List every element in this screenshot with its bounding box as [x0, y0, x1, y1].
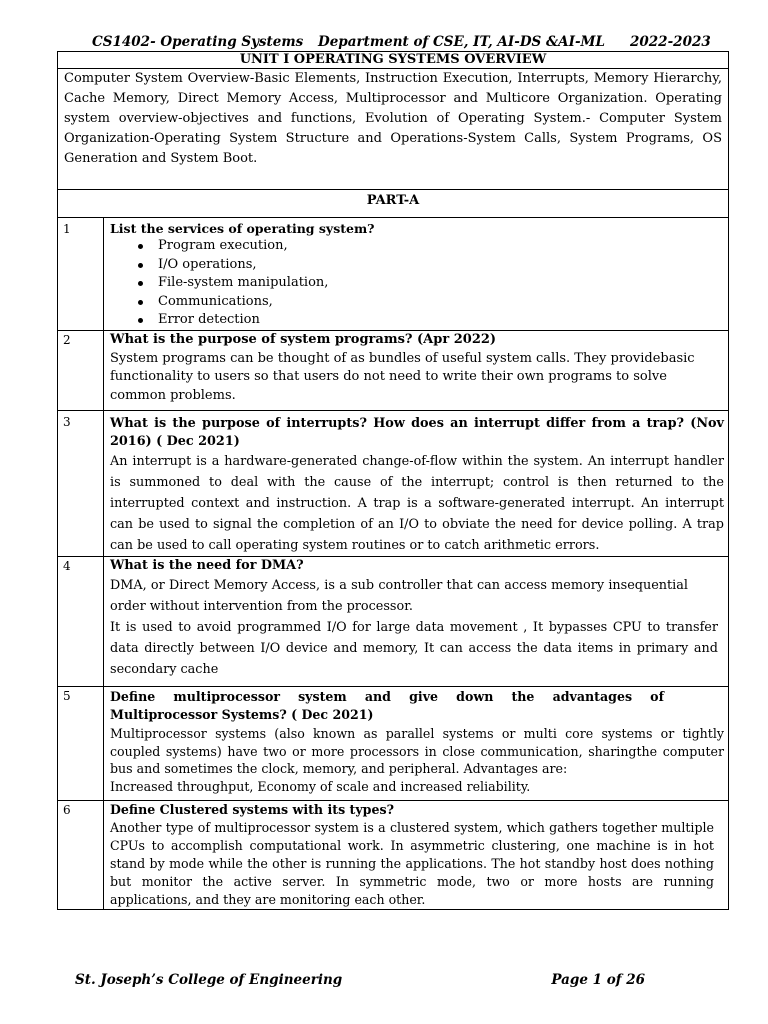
page-number: Page 1 of 26	[551, 972, 645, 988]
question-text: What is the purpose of system programs? (Apr 2022)	[110, 332, 497, 347]
unit-title: UNIT I OPERATING SYSTEMS OVERVIEW	[58, 52, 729, 69]
question-cell	[104, 801, 729, 910]
question-number: 5	[58, 687, 104, 801]
question-text: List the services of operating system?	[110, 221, 375, 236]
question-number: 3	[58, 411, 104, 557]
list-item: Program execution,	[158, 237, 724, 256]
part-heading: PART-A	[58, 190, 729, 218]
question-number: 4	[58, 557, 104, 687]
academic-year: 2022-2023	[630, 34, 711, 50]
question-number: 1	[58, 218, 104, 331]
question-cell	[104, 331, 729, 411]
question-cell	[104, 218, 729, 331]
question-text: What is the purpose of interrupts? How does an interrupt differ from a trap? (Nov 2016) ( Dec 2021)	[110, 416, 724, 449]
college-name: St. Joseph’s College of Engineering	[75, 972, 343, 988]
list-item: I/O operations,	[158, 256, 724, 275]
page-header	[92, 34, 711, 52]
question-number: 2	[58, 331, 104, 411]
question-number: 6	[58, 801, 104, 910]
page-footer	[75, 972, 645, 990]
answer-text: System programs can be thought of as bundles of useful system calls. They providebasic functionality to users so that users do not need to write their own programs to solve common problems.	[110, 350, 695, 403]
answer-text: Increased throughput, Economy of scale and increased reliability.	[110, 778, 531, 794]
question-table	[57, 51, 729, 910]
answer-text: An interrupt is a hardware-generated change-of-flow within the system. An interrupt handler is summoned to deal with the cause of the interrupt; control is then returned to the interrupted context and instruction. A trap is a software-generated interrupt. An interrupt can be used to signal the completion of an I/O to obviate the need for device polling. A trap can be used to call operating system routines or to catch arithmetic errors.	[110, 454, 724, 553]
table-row	[58, 557, 729, 687]
list-item: File-system manipulation,	[158, 274, 724, 293]
table-row	[58, 801, 729, 910]
answer-text: DMA, or Direct Memory Access, is a sub controller that can access memory insequential order without intervention from the processor.	[110, 578, 688, 614]
answer-text: Another type of multiprocessor system is a clustered system, which gathers together multiple CPUs to accomplish computational work. In asymmetric clustering, one machine is in hot stand by mode while the other is running the applications. The hot standby host does nothing but monitor the active server. In symmetric mode, two or more hosts are running applications, and they are monitoring each other.	[110, 820, 714, 907]
list-item: Communications,	[158, 293, 724, 312]
question-text: Define multiprocessor system and give down the advantages of Multiprocessor Systems? ( Dec 2021)	[110, 689, 664, 722]
question-cell	[104, 557, 729, 687]
services-list	[110, 237, 724, 330]
unit-topics: Computer System Overview-Basic Elements, Instruction Execution, Interrupts, Memory Hierarchy, Cache Memory, Direct Memory Access, Multiprocessor and Multicore Organization. Operating system overview-objectives and functions, Evolution of Operating System.- Computer System Organization-Operating System Structure and Operations-System Calls, System Programs, OS Generation and System Boot.	[58, 69, 729, 190]
answer-text: Multiprocessor systems (also known as parallel systems or multi core systems or tightly coupled systems) have two or more processors in close communication, sharingthe computer bus and sometimes the clock, memory, and peripheral. Advantages are:	[110, 726, 724, 776]
question-cell	[104, 411, 729, 557]
course-code: CS1402- Operating Systems	[92, 34, 304, 50]
table-row	[58, 218, 729, 331]
question-text: Define Clustered systems with its types?	[110, 802, 394, 817]
table-row	[58, 331, 729, 411]
table-row	[58, 411, 729, 557]
question-text: What is the need for DMA?	[110, 558, 304, 573]
department: Department of CSE, IT, AI-DS &AI-ML	[318, 34, 605, 50]
table-row	[58, 687, 729, 801]
list-item: Error detection	[158, 311, 724, 330]
question-cell	[104, 687, 729, 801]
answer-text: It is used to avoid programmed I/O for large data movement , It bypasses CPU to transfer data directly between I/O device and memory, It can access the data items in primary and secondary cache	[110, 620, 718, 677]
